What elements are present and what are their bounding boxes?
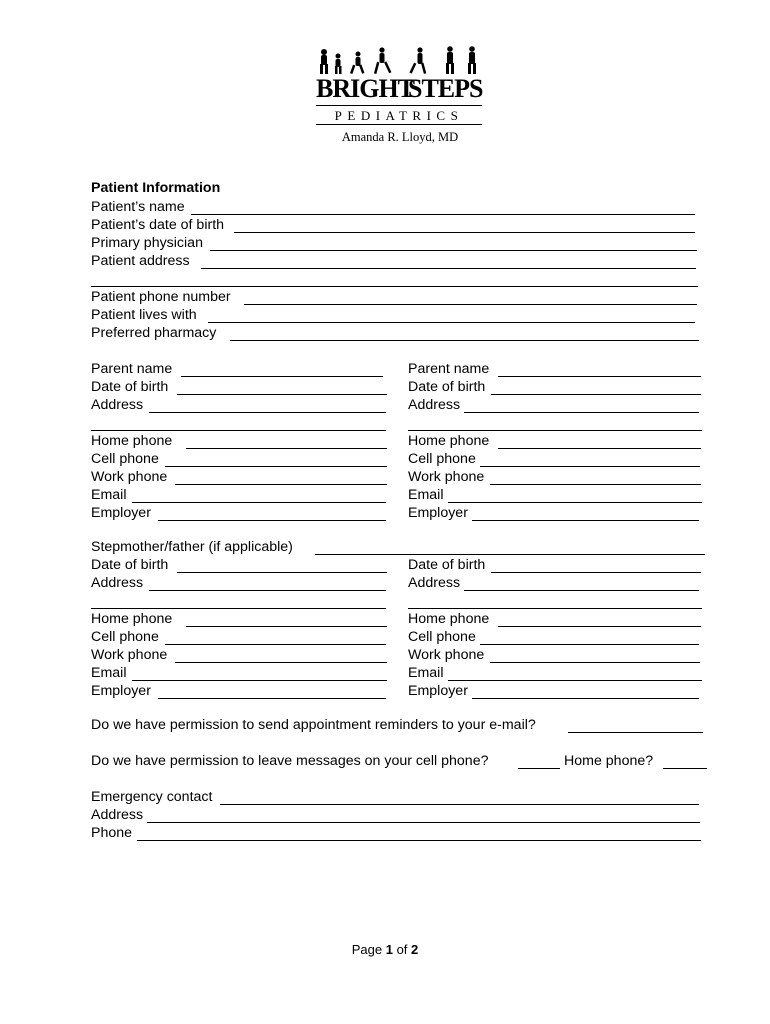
field-label: Work phone xyxy=(91,469,168,485)
fill-line[interactable] xyxy=(518,768,560,769)
fill-line[interactable] xyxy=(158,520,386,521)
logo-divider xyxy=(316,105,482,106)
emergency-address-field[interactable] xyxy=(91,806,700,824)
stepparent2-cell-phone-field[interactable] xyxy=(408,628,699,646)
field-label: Email xyxy=(91,487,127,503)
fill-line[interactable] xyxy=(158,698,386,699)
fill-line[interactable] xyxy=(498,448,701,449)
field-label: Patient address xyxy=(91,253,190,269)
field-label: Primary physician xyxy=(91,235,203,251)
fill-line[interactable] xyxy=(132,680,387,681)
fill-line[interactable] xyxy=(490,662,700,663)
stepparent-employer-field[interactable] xyxy=(91,682,386,700)
fill-line[interactable] xyxy=(464,412,699,413)
fill-line[interactable] xyxy=(210,250,697,251)
field-label: Phone xyxy=(91,825,133,841)
parent2-home-phone-field[interactable] xyxy=(408,432,701,450)
fill-line[interactable] xyxy=(186,448,387,449)
stepparent-work-phone-field[interactable] xyxy=(91,646,387,664)
field-label: Date of birth xyxy=(408,379,486,395)
fill-line[interactable] xyxy=(191,214,695,215)
fill-line[interactable] xyxy=(220,804,699,805)
parent1-address-field[interactable] xyxy=(91,396,386,414)
patient-address-line-2[interactable] xyxy=(91,270,698,288)
emergency-phone-field[interactable] xyxy=(91,824,701,842)
fill-line[interactable] xyxy=(132,502,386,503)
field-label: Cell phone xyxy=(91,451,159,467)
primary-physician-field[interactable] xyxy=(91,234,697,252)
doctor-name: Amanda R. Lloyd, MD xyxy=(341,130,459,144)
field-label: Parent name xyxy=(91,361,173,377)
parent1-email-field[interactable] xyxy=(91,486,386,504)
fill-line[interactable] xyxy=(208,322,695,323)
field-label: Home phone? xyxy=(564,753,654,769)
stepparent2-employer-field[interactable] xyxy=(408,682,699,700)
emergency-contact-field[interactable] xyxy=(91,788,699,806)
phone-permission-field[interactable] xyxy=(91,752,707,770)
field-label: Home phone xyxy=(91,433,173,449)
patient-dob-field[interactable] xyxy=(91,216,695,234)
preferred-pharmacy-field[interactable] xyxy=(91,324,699,342)
fill-line[interactable] xyxy=(234,232,695,233)
field-label: Preferred pharmacy xyxy=(91,325,217,341)
fill-line[interactable] xyxy=(91,608,386,609)
page-number xyxy=(0,942,770,957)
parent1-cell-phone-field[interactable] xyxy=(91,450,387,468)
patient-lives-with-field[interactable] xyxy=(91,306,695,324)
stepparent-home-phone-field[interactable] xyxy=(91,610,387,628)
fill-line[interactable] xyxy=(201,268,696,269)
stepparent-address-field[interactable] xyxy=(91,574,386,592)
logo-word-steps: STEPS xyxy=(408,74,483,103)
field-label: Home phone xyxy=(408,433,490,449)
stepparent2-work-phone-field[interactable] xyxy=(408,646,700,664)
fill-line[interactable] xyxy=(315,554,705,555)
field-label: Patient phone number xyxy=(91,289,231,305)
field-label: Date of birth xyxy=(408,557,486,573)
fill-line[interactable] xyxy=(175,662,387,663)
field-label: Home phone xyxy=(91,611,173,627)
fill-line[interactable] xyxy=(175,484,387,485)
page-word: Page xyxy=(351,942,383,957)
stepparent2-address-line-2[interactable] xyxy=(408,592,702,610)
field-label: Employer xyxy=(91,505,151,521)
field-label: Address xyxy=(91,397,144,413)
field-label: Email xyxy=(408,487,444,503)
field-label: Cell phone xyxy=(91,629,159,645)
fill-line[interactable] xyxy=(568,732,703,733)
fill-line[interactable] xyxy=(186,626,387,627)
parent2-dob-field[interactable] xyxy=(408,378,701,396)
field-label: Employer xyxy=(408,505,468,521)
page-current: 1 xyxy=(385,942,393,957)
fill-line[interactable] xyxy=(177,394,387,395)
parent1-employer-field[interactable] xyxy=(91,504,386,522)
fill-line[interactable] xyxy=(149,412,386,413)
fill-line[interactable] xyxy=(408,608,702,609)
field-label: Email xyxy=(91,665,127,681)
fill-line[interactable] xyxy=(448,680,702,681)
stepparent2-home-phone-field[interactable] xyxy=(408,610,701,628)
parent1-work-phone-field[interactable] xyxy=(91,468,387,486)
parent1-name-field[interactable] xyxy=(91,360,383,378)
fill-line[interactable] xyxy=(91,286,698,287)
bright-steps-logo xyxy=(312,46,484,126)
field-label: Address xyxy=(408,575,461,591)
email-permission-field[interactable] xyxy=(91,716,703,734)
fill-line[interactable] xyxy=(149,590,386,591)
field-label: Cell phone xyxy=(408,451,476,467)
parent1-address-line-2[interactable] xyxy=(91,414,386,432)
parent2-work-phone-field[interactable] xyxy=(408,468,701,486)
field-label: Patient’s name xyxy=(91,199,185,215)
field-label: Date of birth xyxy=(91,557,169,573)
logo-subtitle: PEDIATRICS xyxy=(334,108,464,123)
field-label: Address xyxy=(408,397,461,413)
stepparent-email-field[interactable] xyxy=(91,664,387,682)
field-label: Patient’s date of birth xyxy=(91,217,225,233)
stepparent-address-line-2[interactable] xyxy=(91,592,386,610)
fill-line[interactable] xyxy=(491,394,701,395)
fill-line[interactable] xyxy=(448,502,702,503)
stepparent-field[interactable] xyxy=(91,538,705,556)
field-label: Employer xyxy=(91,683,151,699)
fill-line[interactable] xyxy=(147,822,700,823)
fill-line[interactable] xyxy=(472,698,699,699)
field-label: Emergency contact xyxy=(91,789,213,805)
fill-line[interactable] xyxy=(663,768,707,769)
fill-line[interactable] xyxy=(490,484,701,485)
parent1-home-phone-field[interactable] xyxy=(91,432,387,450)
fill-line[interactable] xyxy=(177,572,387,573)
field-label: Address xyxy=(91,575,144,591)
stepparent-dob-field[interactable] xyxy=(91,556,387,574)
logo-divider xyxy=(316,124,482,125)
fill-line[interactable] xyxy=(498,376,701,377)
fill-line[interactable] xyxy=(165,644,386,645)
parent2-employer-field[interactable] xyxy=(408,504,699,522)
field-label: Do we have permission to leave messages on your cell phone? xyxy=(91,753,489,769)
fill-line[interactable] xyxy=(480,644,699,645)
page-total: 2 xyxy=(411,942,419,957)
patient-address-field[interactable] xyxy=(91,252,696,270)
section-title: Patient Information xyxy=(91,180,221,196)
field-label: Do we have permission to send appointment reminders to your e-mail? xyxy=(91,717,536,733)
parent2-email-field[interactable] xyxy=(408,486,702,504)
field-label: Work phone xyxy=(91,647,168,663)
fill-line[interactable] xyxy=(230,340,699,341)
field-label: Cell phone xyxy=(408,629,476,645)
parent1-dob-field[interactable] xyxy=(91,378,387,396)
parent2-name-field[interactable] xyxy=(408,360,701,378)
field-label: Date of birth xyxy=(91,379,169,395)
patient-name-field[interactable] xyxy=(91,198,695,216)
field-label: Home phone xyxy=(408,611,490,627)
field-label: Work phone xyxy=(408,647,485,663)
field-label: Patient lives with xyxy=(91,307,197,323)
fill-line[interactable] xyxy=(472,520,699,521)
fill-line[interactable] xyxy=(181,376,383,377)
field-label: Address xyxy=(91,807,144,823)
parent2-address-line-2[interactable] xyxy=(408,414,702,432)
fill-line[interactable] xyxy=(408,430,702,431)
stepparent2-address-field[interactable] xyxy=(408,574,699,592)
stepparent2-email-field[interactable] xyxy=(408,664,702,682)
field-label: Email xyxy=(408,665,444,681)
fill-line[interactable] xyxy=(244,304,697,305)
of-word: of xyxy=(396,942,408,957)
field-label: Work phone xyxy=(408,469,485,485)
fill-line[interactable] xyxy=(165,466,387,467)
fill-line[interactable] xyxy=(480,466,700,467)
field-label: Employer xyxy=(408,683,468,699)
fill-line[interactable] xyxy=(91,430,386,431)
logo-word-bright: BRIGHT xyxy=(316,74,415,103)
patient-phone-field[interactable] xyxy=(91,288,697,306)
fill-line[interactable] xyxy=(137,840,701,841)
stepparent2-dob-field[interactable] xyxy=(408,556,701,574)
field-label: Parent name xyxy=(408,361,490,377)
fill-line[interactable] xyxy=(491,572,701,573)
parent2-cell-phone-field[interactable] xyxy=(408,450,700,468)
stepparent-cell-phone-field[interactable] xyxy=(91,628,386,646)
fill-line[interactable] xyxy=(498,626,701,627)
field-label: Stepmother/father (if applicable) xyxy=(91,539,293,555)
fill-line[interactable] xyxy=(464,590,699,591)
parent2-address-field[interactable] xyxy=(408,396,699,414)
